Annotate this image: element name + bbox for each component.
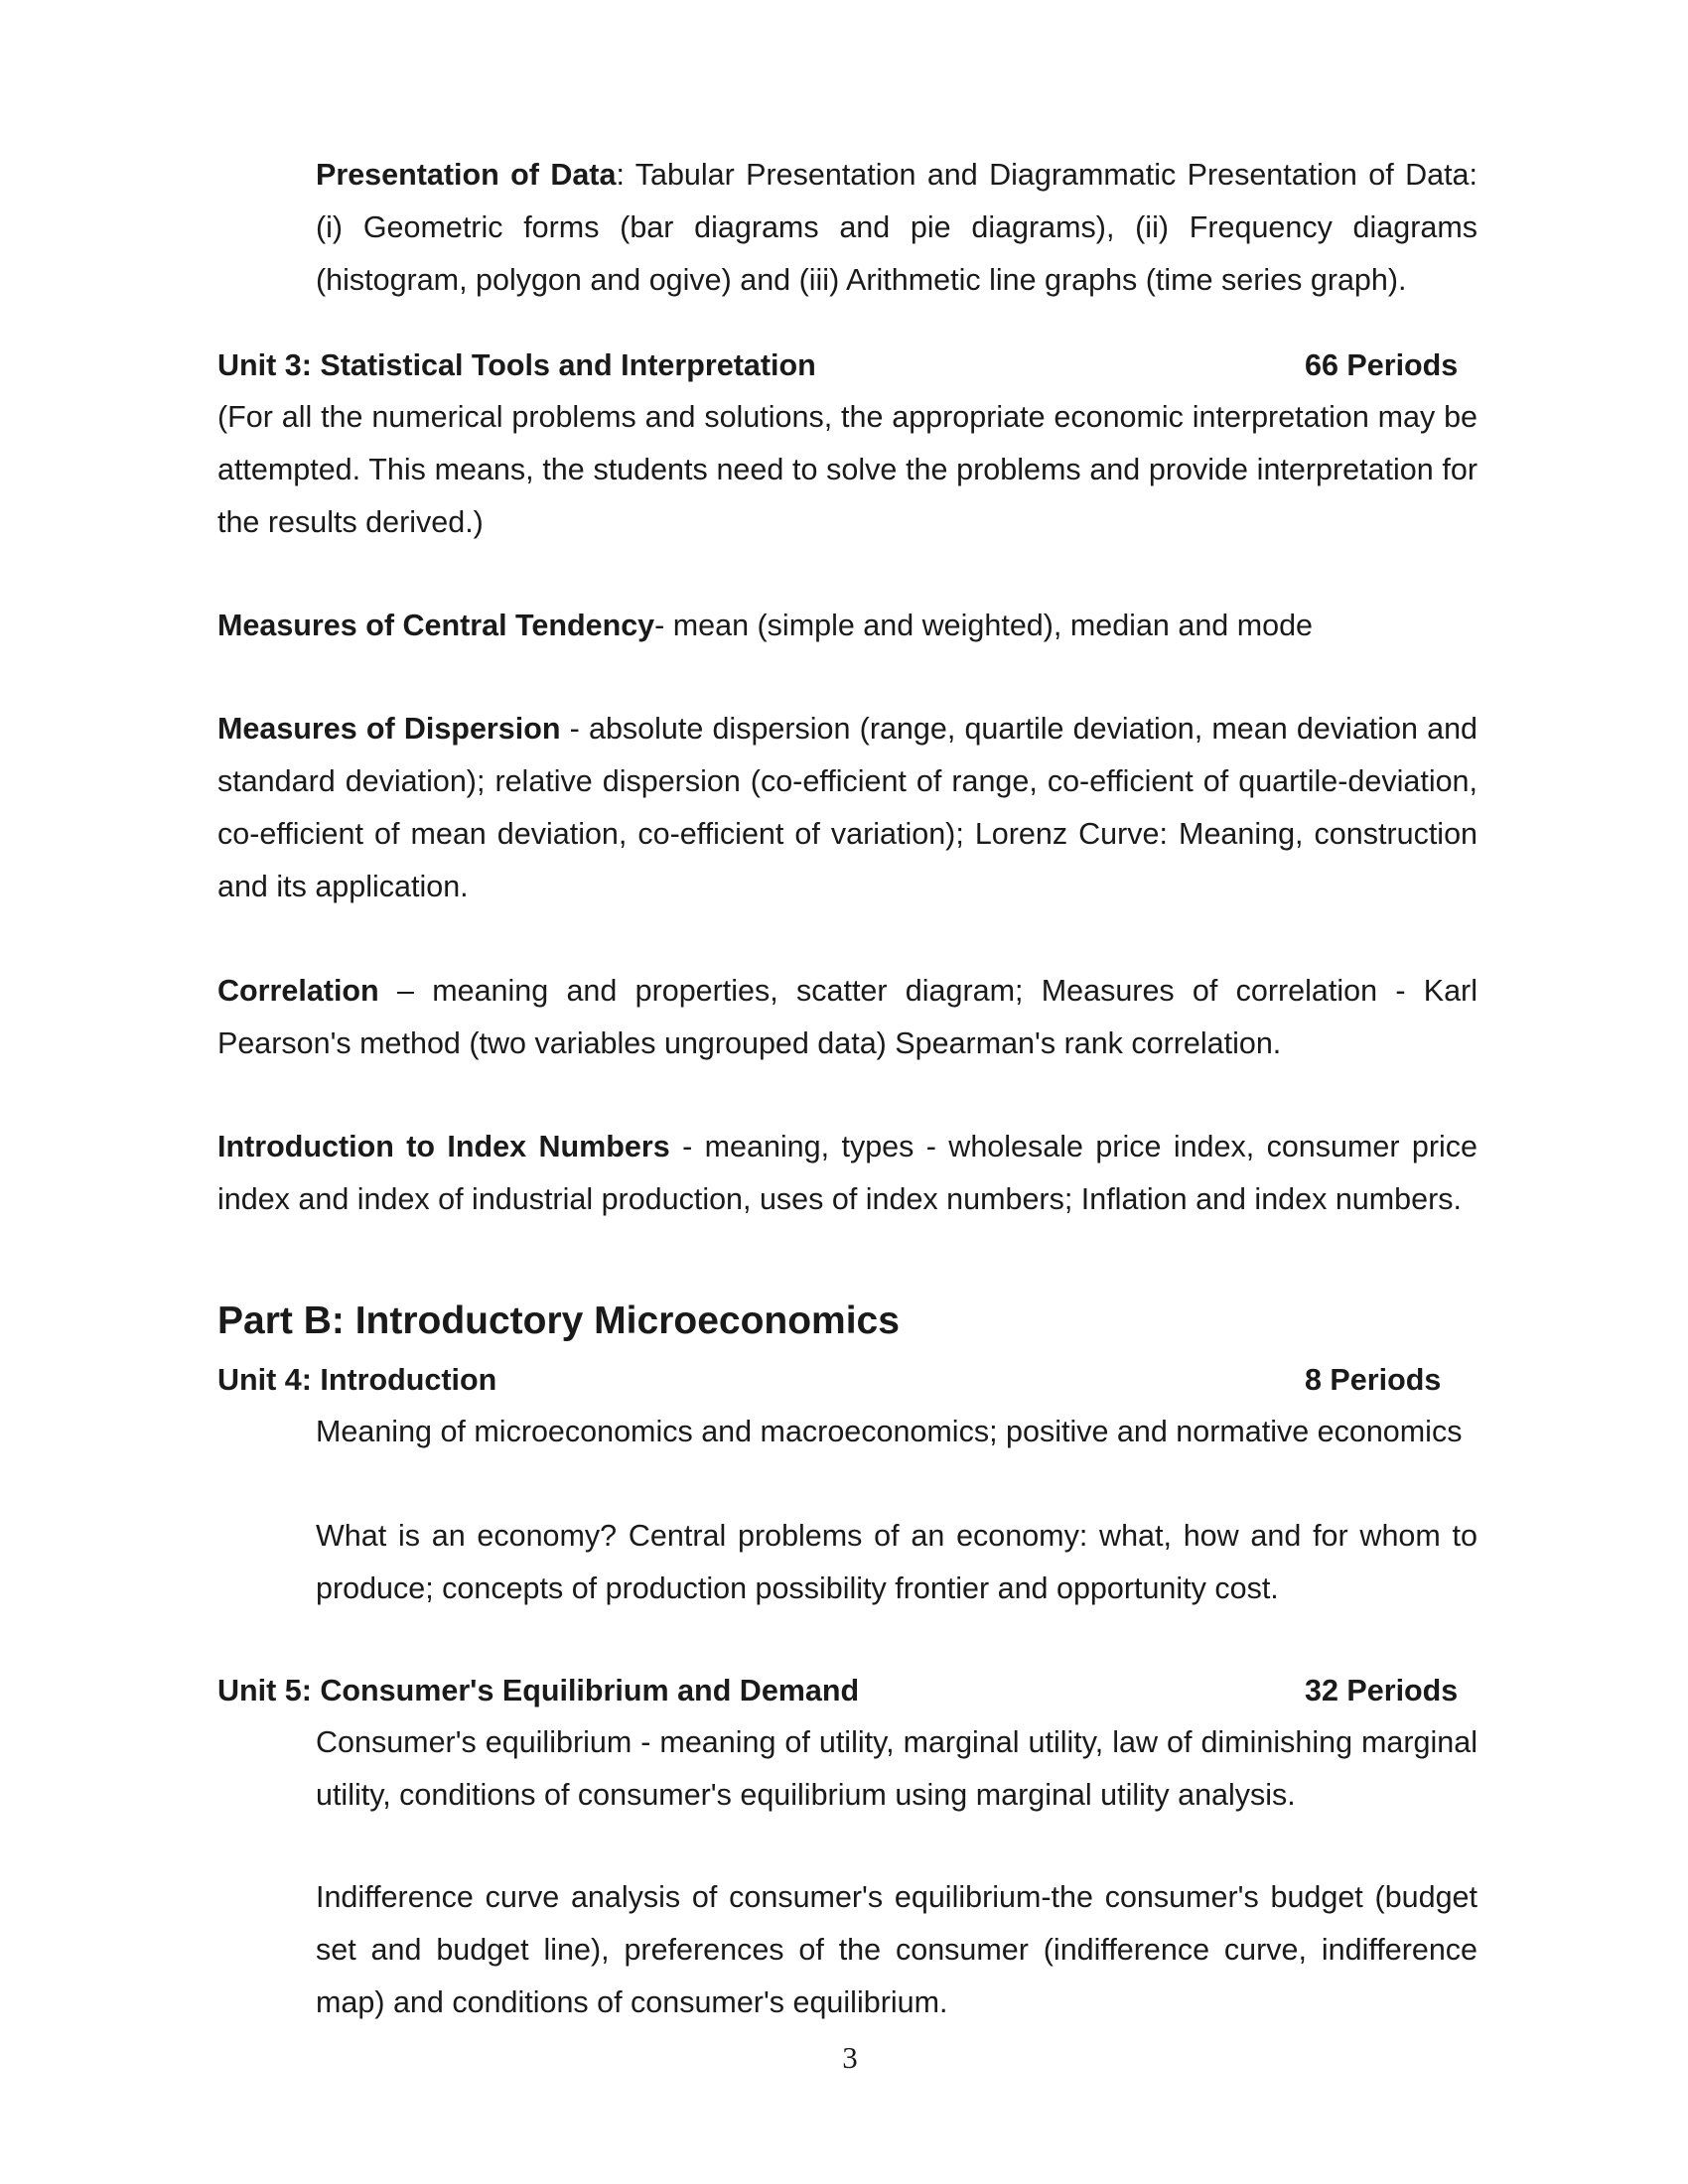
unit-4-paragraph-1: Meaning of microeconomics and macroeconomics; positive and normative economics — [316, 1415, 1463, 1448]
unit-5-heading — [217, 1671, 1477, 1710]
unit-4-paragraph-2: What is an economy? Central problems of an economy: what, how and for whom to produce; concepts of production possibility frontier and opportunity cost. — [316, 1519, 1477, 1605]
unit-4-periods: 8 Periods — [1305, 1363, 1442, 1397]
unit-5-paragraph-2: Indifference curve analysis of consumer's equilibrium-the consumer's budget (budget set and budget line), preferences of the consumer (indifference curve, indifference map) and conditions of consumer's equilibrium. — [316, 1880, 1477, 2019]
unit-3-title: Unit 3: Statistical Tools and Interpretation — [217, 348, 816, 382]
dispersion-label: Measures of Dispersion — [217, 712, 561, 746]
central-tendency-label: Measures of Central Tendency — [217, 609, 655, 642]
unit-5-title: Unit 5: Consumer's Equilibrium and Demand — [217, 1674, 860, 1707]
unit-3-periods: 66 Periods — [1305, 348, 1459, 382]
unit-4-heading — [217, 1360, 1477, 1400]
unit-3-intro: (For all the numerical problems and solutions, the appropriate economic interpretation may be attempted. This means, the students need to solve the problems and provide interpretation for the results derived.) — [217, 400, 1477, 539]
presentation-of-data-label: Presentation of Data — [316, 158, 617, 192]
index-numbers-label: Introduction to Index Numbers — [217, 1130, 670, 1163]
unit-4-title: Unit 4: Introduction — [217, 1363, 497, 1397]
correlation-text: – meaning and properties, scatter diagram; Measures of correlation - Karl Pearson's method (two variables ungrouped data) Spearman's rank correlation. — [217, 974, 1477, 1060]
page-number: 3 — [842, 2040, 858, 2075]
dispersion-paragraph — [217, 703, 1477, 913]
correlation-label: Correlation — [217, 974, 379, 1008]
dispersion-text: - absolute dispersion (range, quartile deviation, mean deviation and standard deviation); relative dispersion (co-efficient of range, co-efficient of quartile-deviation, co-efficient of mean deviation, co-efficient of variation); Lorenz Curve: Meaning, construction and its application. — [217, 712, 1478, 903]
central-tendency-text: - mean (simple and weighted), median and mode — [654, 609, 1314, 642]
unit-5-periods: 32 Periods — [1305, 1674, 1459, 1707]
part-b-heading: Part B: Introductory Microeconomics — [217, 1299, 900, 1342]
presentation-of-data-paragraph — [316, 149, 1477, 307]
correlation-paragraph — [217, 965, 1477, 1070]
unit-3-heading — [217, 345, 1477, 385]
index-numbers-paragraph — [217, 1121, 1477, 1226]
central-tendency-paragraph — [217, 600, 1477, 652]
presentation-of-data-text: : Tabular Presentation and Diagrammatic Presentation of Data: (i) Geometric forms (bar diagrams and pie diagrams), (ii) Frequency diagrams (histogram, polygon and ogive) and (iii) Arithmetic line graphs (time series graph). — [316, 158, 1477, 297]
unit-5-paragraph-1: Consumer's equilibrium - meaning of utility, marginal utility, law of diminishing marginal utility, conditions of consumer's equilibrium using marginal utility analysis. — [316, 1725, 1477, 1812]
index-numbers-text: - meaning, types - wholesale price index, consumer price index and index of industrial production, uses of index numbers; Inflation and index numbers. — [217, 1130, 1477, 1216]
